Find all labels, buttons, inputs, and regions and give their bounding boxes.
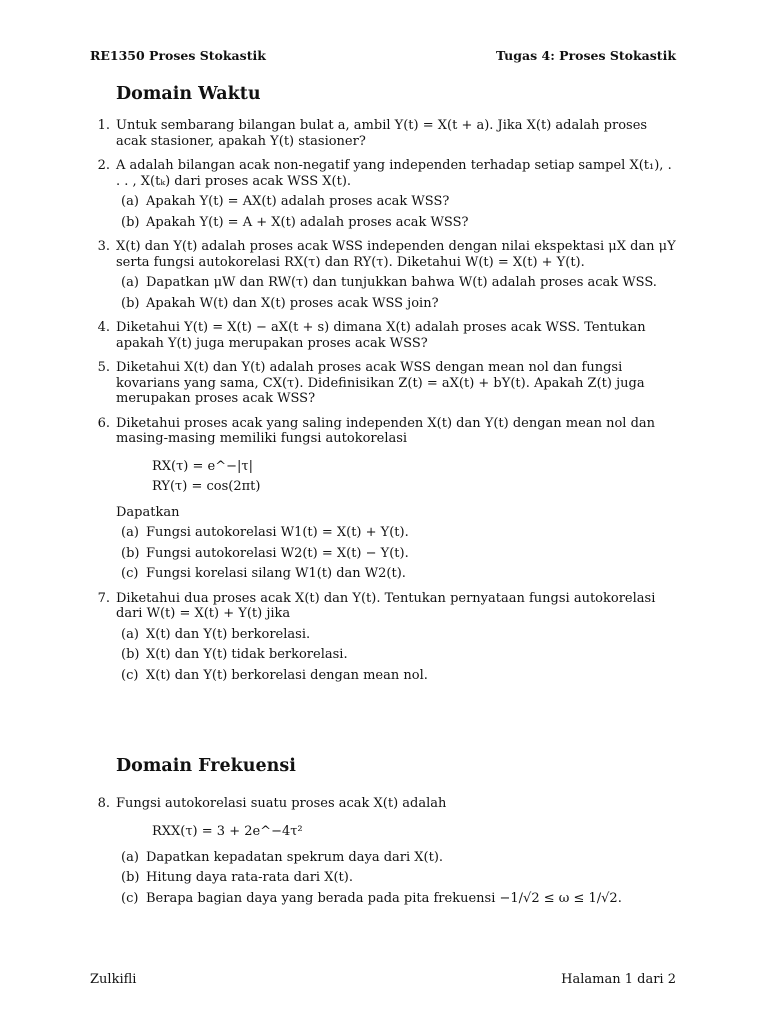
course-title: RE1350 Proses Stokastik bbox=[90, 48, 266, 63]
subproblem-3a bbox=[116, 275, 676, 291]
problem-2 bbox=[90, 158, 676, 230]
subproblem-text: Apakah Y(t) = A + X(t) adalah proses acak WSS? bbox=[146, 214, 469, 230]
subproblem-text: Apakah Y(t) = AX(t) adalah proses acak WSS? bbox=[146, 194, 450, 209]
subproblem-8c bbox=[116, 891, 676, 907]
problem-text: Fungsi autokorelasi suatu proses acak X(t) adalah bbox=[116, 796, 447, 811]
subproblem-text: X(t) dan Y(t) berkorelasi dengan mean nol. bbox=[146, 667, 428, 683]
equation-rxx: RXX(τ) = 3 + 2e^−4τ² bbox=[152, 823, 303, 839]
problem-number: 8. bbox=[97, 796, 110, 811]
problem-text: Untuk sembarang bilangan bulat a, ambil Y(t) = X(t + a). Jika X(t) adalah proses acak stasioner, apakah Y(t) stasioner? bbox=[116, 118, 648, 149]
subproblem-label: (a) bbox=[121, 626, 139, 642]
problem-6 bbox=[90, 416, 676, 582]
subproblem-text: Hitung daya rata-rata dari X(t). bbox=[146, 870, 353, 885]
subproblem-7c bbox=[116, 668, 676, 684]
subproblem-label: (a) bbox=[121, 525, 139, 540]
subproblem-8b bbox=[116, 870, 676, 886]
subproblem-label: (b) bbox=[121, 295, 140, 311]
assignment-title: Tugas 4: Proses Stokastik bbox=[496, 48, 676, 63]
subproblem-label: (a) bbox=[121, 275, 139, 290]
subproblem-text: Fungsi korelasi silang W1(t) dan W2(t). bbox=[146, 566, 406, 581]
problem-text: A adalah bilangan acak non-negatif yang independen terhadap setiap sampel X(t₁), . . . , X(tₖ) dari proses acak WSS X(t). bbox=[116, 158, 672, 189]
problem-1 bbox=[90, 118, 676, 149]
problem-list-frequency bbox=[90, 796, 676, 915]
problem-8 bbox=[90, 796, 676, 906]
subproblem-text: X(t) dan Y(t) tidak berkorelasi. bbox=[146, 647, 348, 662]
subproblem-text: Fungsi autokorelasi W1(t) = X(t) + Y(t). bbox=[146, 525, 409, 540]
subproblem-label: (b) bbox=[121, 647, 140, 662]
problem-number: 1. bbox=[97, 118, 110, 133]
equation-rx: RX(τ) = e^−|τ| bbox=[152, 458, 253, 474]
page-number: Halaman 1 dari 2 bbox=[561, 972, 676, 987]
subproblem-text: X(t) dan Y(t) berkorelasi. bbox=[146, 626, 311, 642]
subproblem-6a bbox=[116, 525, 676, 541]
subproblem-label: (a) bbox=[121, 849, 139, 865]
subproblem-2b bbox=[116, 215, 676, 231]
problem-number: 7. bbox=[97, 590, 110, 606]
problem-5 bbox=[90, 360, 676, 407]
subproblem-7a bbox=[116, 627, 676, 643]
problem-number: 4. bbox=[97, 320, 110, 335]
subproblem-label: (a) bbox=[121, 194, 139, 209]
section-heading-frequency-domain: Domain Frekuensi bbox=[116, 756, 296, 776]
problem-number: 2. bbox=[97, 158, 110, 173]
equation-ry: RY(τ) = cos(2πt) bbox=[152, 478, 261, 494]
problem-number: 6. bbox=[97, 415, 110, 431]
problem-list-time bbox=[90, 118, 676, 692]
subproblem-text: Apakah W(t) dan X(t) proses acak WSS join? bbox=[146, 295, 439, 311]
autocorrelation-equations bbox=[152, 457, 676, 497]
section-heading-time-domain: Domain Waktu bbox=[116, 84, 261, 104]
subproblem-label: (b) bbox=[121, 870, 140, 885]
subproblem-6c bbox=[116, 566, 676, 582]
problem-text: Diketahui dua proses acak X(t) dan Y(t). Tentukan pernyataan fungsi autokorelasi dari W(t) = X(t) + Y(t) jika bbox=[116, 590, 656, 621]
problem-3 bbox=[90, 239, 676, 311]
subproblem-7b bbox=[116, 647, 676, 663]
subproblem-label: (c) bbox=[121, 566, 139, 581]
problem-text: Diketahui proses acak yang saling independen X(t) dan Y(t) dengan mean nol dan masing-masing memiliki fungsi autokorelasi bbox=[116, 415, 656, 446]
subproblem-8a bbox=[116, 850, 676, 866]
problem-7 bbox=[90, 591, 676, 684]
subproblem-3b bbox=[116, 296, 676, 312]
problem-text: Diketahui X(t) dan Y(t) adalah proses acak WSS dengan mean nol dan fungsi kovarians yang sama, CX(τ). Didefinisikan Z(t) = aX(t) + bY(t). Apakah Z(t) juga merupakan proses acak WSS? bbox=[116, 360, 645, 406]
subproblem-text: Dapatkan kepadatan spekrum daya dari X(t). bbox=[146, 849, 444, 865]
subproblem-label: (c) bbox=[121, 890, 139, 906]
author-name: Zulkifli bbox=[90, 972, 137, 987]
problem-number: 3. bbox=[97, 239, 110, 254]
subproblem-label: (b) bbox=[121, 214, 140, 230]
subproblem-text: Fungsi autokorelasi W2(t) = X(t) − Y(t). bbox=[146, 545, 409, 561]
subproblem-text: Berapa bagian daya yang berada pada pita frekuensi −1/√2 ≤ ω ≤ 1/√2. bbox=[146, 890, 622, 906]
subproblem-text: Dapatkan μW dan RW(τ) dan tunjukkan bahwa W(t) adalah proses acak WSS. bbox=[146, 275, 657, 290]
problem-text: X(t) dan Y(t) adalah proses acak WSS independen dengan nilai ekspektasi μX dan μY serta fungsi autokorelasi RX(τ) dan RY(τ). Diketahui W(t) = X(t) + Y(t). bbox=[116, 239, 676, 270]
subproblem-label: (b) bbox=[121, 545, 140, 561]
subproblem-label: (c) bbox=[121, 667, 139, 683]
running-footer bbox=[90, 972, 676, 987]
problem-text: Diketahui Y(t) = X(t) − aX(t + s) dimana X(t) adalah proses acak WSS. Tentukan apakah Y(t) juga merupakan proses acak WSS? bbox=[116, 320, 646, 351]
subproblem-6b bbox=[116, 546, 676, 562]
subproblem-2a bbox=[116, 194, 676, 210]
prompt-text: Dapatkan bbox=[116, 504, 180, 520]
problem-number: 5. bbox=[97, 360, 110, 375]
running-header bbox=[90, 48, 676, 63]
problem-4 bbox=[90, 320, 676, 351]
